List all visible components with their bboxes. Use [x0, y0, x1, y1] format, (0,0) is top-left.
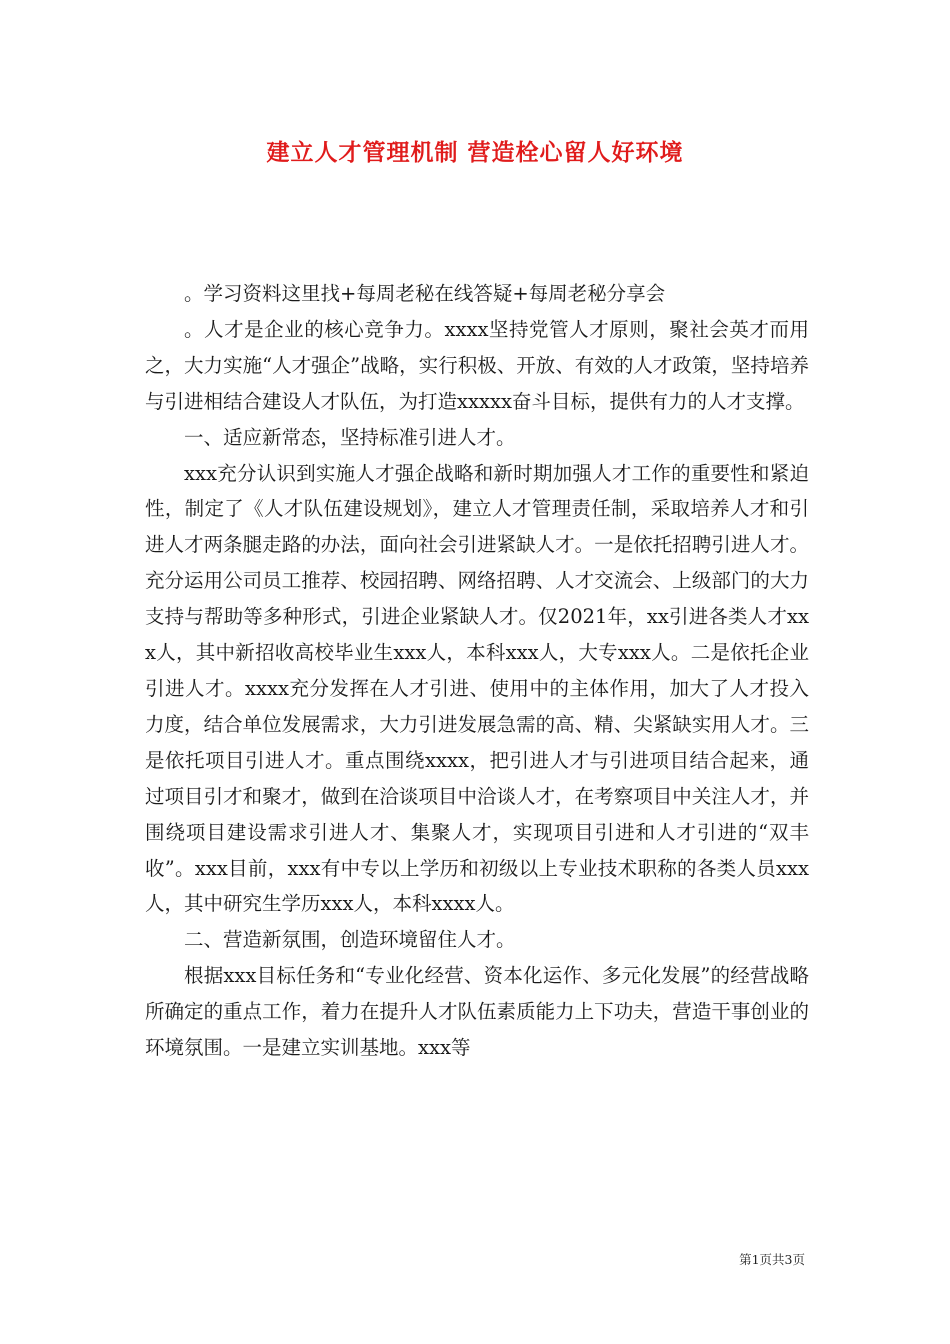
page-number-footer: 第1页共3页 [739, 1252, 805, 1267]
document-body [145, 276, 809, 1066]
section-heading-1: 一、适应新常态，坚持标准引进人才。 [184, 425, 516, 449]
paragraph-section-1: xxx充分认识到实施人才强企战略和新时期加强人才工作的重要性和紧迫性，制定了《人才队伍建设规划》，建立人才管理责任制，采取培养人才和引进人才两条腿走路的办法，面向社会引进紧缺人才。一是依托招聘引进人才。充分运用公司员工推荐、校园招聘、网络招聘、人才交流会、上级部门的大力支持与帮助等多种形式，引进企业紧缺人才。仅2021年，xx引进各类人才xxx人，其中新招收高校毕业生xxx人，本科xxx人，大专xxx人。二是依托企业引进人才。xxxx充分发挥在人才引进、使用中的主体作用，加大了人才投入力度，结合单位发展需求，大力引进发展急需的高、精、尖紧缺实用人才。三是依托项目引进人才。重点围绕xxxx，把引进人才与引进项目结合起来，通过项目引才和聚才，做到在洽谈项目中洽谈人才，在考察项目中关注人才，并围绕项目建设需求引进人才、集聚人才，实现项目引进和人才引进的“双丰收”。xxx目前，xxx有中专以上学历和初级以上专业技术职称的各类人员xxx人，其中研究生学历xxx人，本科xxxx人。 [145, 461, 809, 916]
section-heading-2: 二、营造新氛围，创造环境留住人才。 [184, 928, 516, 952]
paragraph-section-2: 根据xxx目标任务和“专业化经营、资本化运作、多元化发展”的经营战略所确定的重点工作，着力在提升人才队伍素质能力上下功夫，营造干事创业的环境氛围。一是建立实训基地。xxx等 [145, 964, 809, 1060]
document-title: 建立人才管理机制 营造栓心留人好环境 [266, 139, 684, 166]
paragraph-intro-note: 。学习资料这里找+每周老秘在线答疑+每周老秘分享会 [184, 282, 666, 305]
paragraph-overview: 。人才是企业的核心竞争力。xxxx坚持党管人才原则，聚社会英才而用之，大力实施“人才强企”战略，实行积极、开放、有效的人才政策，坚持培养与引进相结合建设人才队伍，为打造xxxxx奋斗目标，提供有力的人才支撑。 [145, 317, 809, 413]
